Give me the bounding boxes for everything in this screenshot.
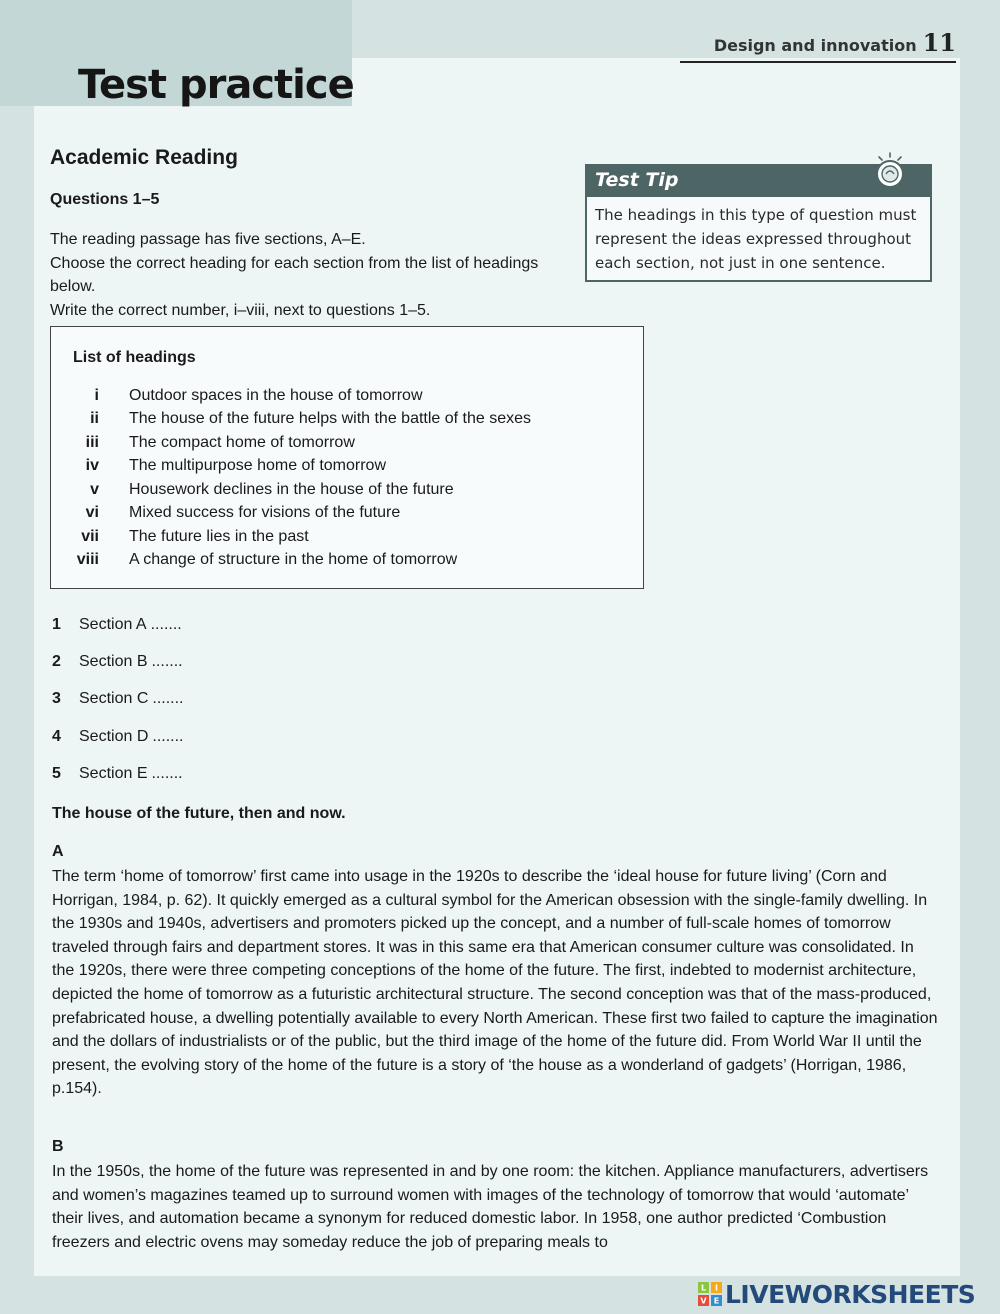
heading-numeral: v <box>90 480 99 498</box>
headings-list-title: List of headings <box>73 349 196 366</box>
logo-letter: V <box>700 1296 707 1306</box>
heading-item <box>51 549 643 573</box>
heading-numeral: ii <box>90 410 99 428</box>
test-tip-text <box>587 197 930 281</box>
question-number: 1 <box>52 615 61 633</box>
instructions <box>50 228 550 322</box>
running-head <box>680 28 956 63</box>
instruction-line: Write the correct number, i–viii, next to questions 1–5. <box>50 301 431 319</box>
test-tip-line: The headings in this type of question must <box>595 206 917 224</box>
question-number: 3 <box>52 690 61 708</box>
headings-list-box <box>50 326 644 589</box>
questions-label: Questions 1–5 <box>50 191 160 208</box>
answer-label: Section E <box>79 764 148 782</box>
heading-item <box>51 384 643 408</box>
answer-list <box>52 606 184 792</box>
answer-item <box>52 643 184 680</box>
heading-numeral: i <box>94 386 99 404</box>
test-tip-line: each section, not just in one sentence. <box>595 254 886 272</box>
passage-section-b: In the 1950s, the home of the future was represented in and by one room: the kitchen. Appliance manufacturers, advertisers and women’s magazines teamed up to surround women with images of the technology of tomorrow that would ‘automate’ their lives, and automation became a synonym for reduced domestic labor. In 1958, one author predicted ‘Combustion freezers and electric ovens may someday reduce the job of preparing meals to <box>52 1163 929 1251</box>
instruction-line: Choose the correct heading for each section from the list of headings below. <box>50 254 539 295</box>
heading-text: Outdoor spaces in the house of tomorrow <box>129 386 423 404</box>
heading-list <box>51 384 643 572</box>
section-letter-a: A <box>52 843 64 860</box>
logo-letter: I <box>715 1283 718 1293</box>
heading-text: The house of the future helps with the battle of the sexes <box>129 410 532 428</box>
section-heading: Academic Reading <box>50 146 238 169</box>
question-number: 5 <box>52 764 61 782</box>
liveworksheets-logo-icon <box>698 1282 722 1306</box>
section-letter-b: B <box>52 1138 64 1155</box>
test-tip-title: Test Tip <box>595 169 679 191</box>
logo-letter: L <box>700 1283 707 1293</box>
test-tip-line: represent the ideas expressed throughout <box>595 230 912 248</box>
heading-text: Mixed success for visions of the future <box>129 504 401 522</box>
heading-numeral: iii <box>85 433 99 451</box>
heading-item <box>51 478 643 502</box>
answer-blank[interactable]: ....... <box>151 764 183 782</box>
test-tip-bar <box>587 166 930 197</box>
heading-text: The compact home of tomorrow <box>129 433 355 451</box>
answer-item <box>52 606 184 643</box>
brand-text: LIVEWORKSHEETS <box>725 1279 976 1309</box>
answer-label: Section C <box>79 690 149 708</box>
answer-label: Section B <box>79 652 148 670</box>
heading-numeral: vii <box>81 527 99 545</box>
page-title: Test practice <box>78 62 354 108</box>
answer-blank[interactable]: ....... <box>152 690 184 708</box>
answer-blank[interactable]: ....... <box>150 615 182 633</box>
logo-letter: E <box>713 1296 720 1306</box>
instruction-line: The reading passage has five sections, A–E. <box>50 231 366 248</box>
unit-number: 11 <box>922 28 956 57</box>
test-tip-box <box>585 164 932 282</box>
liveworksheets-brand <box>698 1279 975 1309</box>
passage-section-a: The term ‘home of tomorrow’ first came into usage in the 1920s to describe the ‘ideal house for future living’ (Corn and Horrigan, 1984, p. 62). It quickly emerged as a cultural symbol for the American obsession with the single-family dwelling. In the 1930s and 1940s, advertisers and promoters picked up the concept, and a number of full-scale homes of tomorrow traveled through fairs and department stores. It was in this same era that American consumer culture was consolidated. In the 1920s, there were three competing conceptions of the home of the future. The first, indebted to modernist architecture, depicted the home of tomorrow as a futuristic architectural structure. The second conception was that of the mass-produced, prefabricated house, a dwelling potentially available to every North American. These first two failed to capture the imagination and the dollars of industrialists or of the public, but the third image of the home of the future did. From World War II until the present, the evolving story of the home of the future is a story of ‘the house as a wonderland of gadgets’ (Horrigan, 1986, p.154). <box>52 868 938 1098</box>
answer-item <box>52 718 184 755</box>
answer-item <box>52 681 184 718</box>
heading-item <box>51 408 643 432</box>
passage-title: The house of the future, then and now. <box>52 805 346 822</box>
heading-text: A change of structure in the home of tomorrow <box>129 551 458 569</box>
heading-text: Housework declines in the house of the future <box>129 480 454 498</box>
answer-item <box>52 755 184 792</box>
answer-label: Section A <box>79 615 147 633</box>
heading-text: The multipurpose home of tomorrow <box>129 457 386 475</box>
heading-item <box>51 502 643 526</box>
heading-numeral: iv <box>85 457 99 475</box>
heading-text: The future lies in the past <box>129 527 309 545</box>
heading-item <box>51 525 643 549</box>
heading-numeral: viii <box>76 551 99 569</box>
answer-label: Section D <box>79 727 149 745</box>
answer-blank[interactable]: ....... <box>152 727 184 745</box>
question-number: 2 <box>52 652 61 670</box>
answer-blank[interactable]: ....... <box>151 652 183 670</box>
running-title: Design and innovation <box>713 36 917 55</box>
heading-numeral: vi <box>85 504 99 522</box>
heading-item <box>51 455 643 479</box>
heading-item <box>51 431 643 455</box>
question-number: 4 <box>52 727 61 745</box>
lightbulb-icon <box>872 152 908 190</box>
